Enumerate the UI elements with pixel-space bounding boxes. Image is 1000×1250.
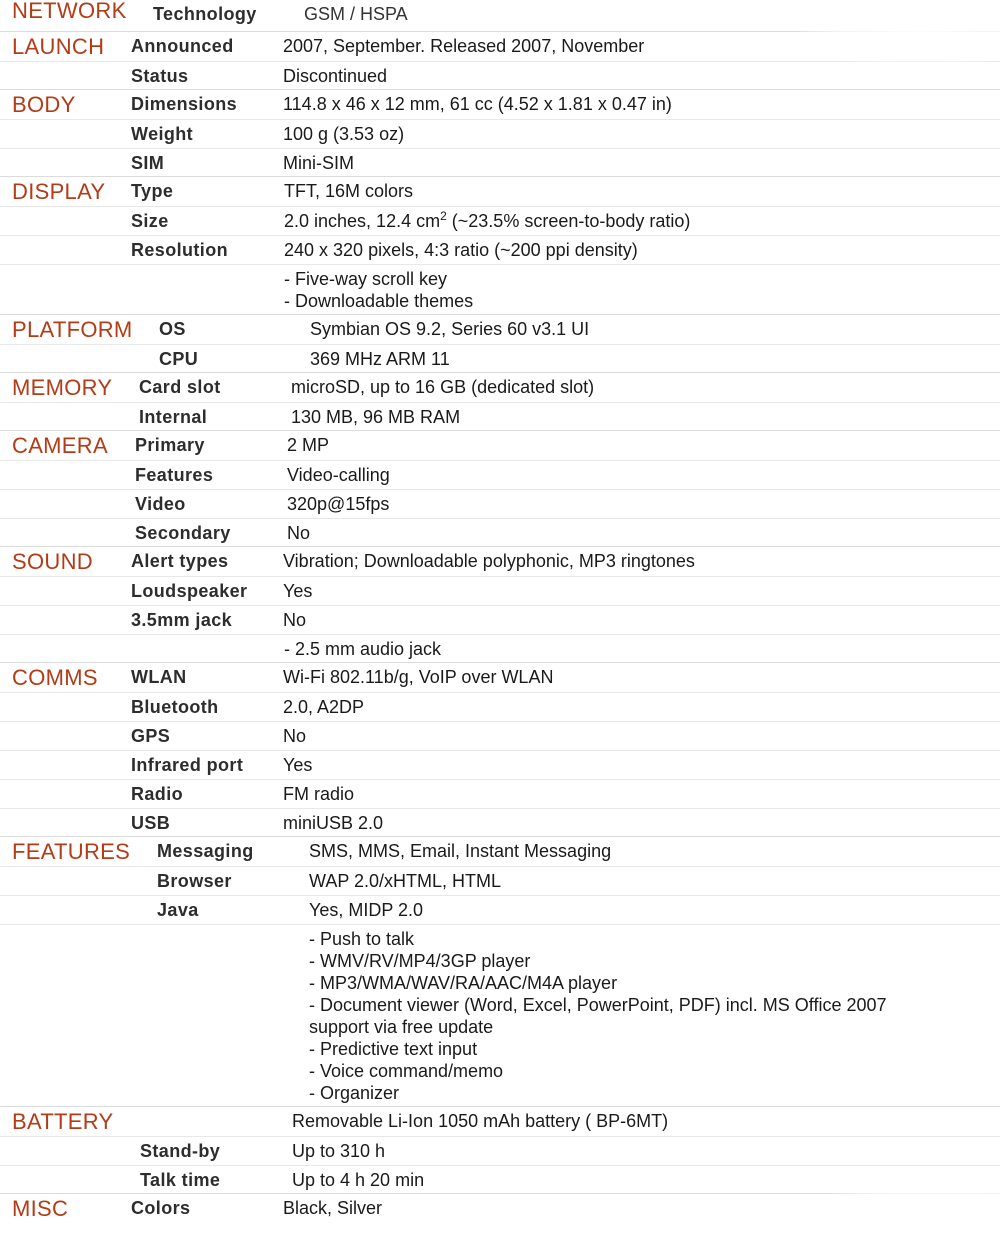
spec-value: Up to 310 h bbox=[292, 1141, 386, 1161]
spec-row bbox=[0, 895, 1000, 924]
spec-label[interactable]: Features bbox=[135, 465, 214, 485]
spec-row bbox=[0, 837, 1000, 866]
category-launch[interactable]: LAUNCH bbox=[12, 34, 105, 59]
spec-label[interactable]: Resolution bbox=[131, 240, 228, 260]
note-item: - MP3/WMA/WAV/RA/AAC/M4A player bbox=[309, 973, 618, 993]
spec-label[interactable]: Infrared port bbox=[131, 755, 244, 775]
superscript: 2 bbox=[440, 209, 447, 223]
spec-value: miniUSB 2.0 bbox=[283, 813, 384, 833]
spec-label[interactable]: Internal bbox=[139, 407, 208, 427]
spec-value: Up to 4 h 20 min bbox=[292, 1170, 425, 1190]
note-item: - Predictive text input bbox=[309, 1039, 478, 1059]
spec-value: Vibration; Downloadable polyphonic, MP3 ringtones bbox=[283, 551, 695, 571]
spec-value: 240 x 320 pixels, 4:3 ratio (~200 ppi density) bbox=[284, 240, 638, 260]
spec-row bbox=[0, 206, 1000, 235]
spec-label[interactable]: Talk time bbox=[140, 1170, 221, 1190]
spec-value: Symbian OS 9.2, Series 60 v3.1 UI bbox=[310, 319, 590, 339]
note-item: - Organizer bbox=[309, 1083, 400, 1103]
section-camera bbox=[0, 430, 1000, 546]
spec-value: Yes bbox=[283, 755, 313, 775]
size-value-main: 2.0 inches, 12.4 cm bbox=[284, 211, 441, 231]
spec-label[interactable]: Colors bbox=[131, 1198, 191, 1218]
spec-value: Video-calling bbox=[287, 465, 390, 485]
note-item: - 2.5 mm audio jack bbox=[284, 639, 442, 659]
spec-row bbox=[0, 576, 1000, 605]
spec-row bbox=[0, 692, 1000, 721]
category-camera[interactable]: CAMERA bbox=[12, 433, 108, 458]
spec-row bbox=[0, 605, 1000, 634]
note-item: - Five-way scroll key bbox=[284, 269, 448, 289]
spec-value: FM radio bbox=[283, 784, 355, 804]
spec-label[interactable]: CPU bbox=[159, 349, 199, 369]
spec-value bbox=[284, 207, 690, 235]
spec-row bbox=[0, 547, 1000, 576]
spec-row bbox=[0, 721, 1000, 750]
notes-list bbox=[309, 928, 887, 1104]
category-misc[interactable]: MISC bbox=[12, 1196, 69, 1221]
category-platform[interactable]: PLATFORM bbox=[12, 317, 133, 342]
spec-row bbox=[0, 177, 1000, 206]
section-comms bbox=[0, 662, 1000, 836]
note-item: - Voice command/memo bbox=[309, 1061, 504, 1081]
spec-value: 114.8 x 46 x 12 mm, 61 cc (4.52 x 1.81 x 0.47 in) bbox=[283, 94, 672, 114]
spec-label[interactable]: Primary bbox=[135, 435, 205, 455]
spec-row-notes bbox=[0, 924, 1000, 1107]
spec-row-notes bbox=[0, 634, 1000, 663]
section-platform bbox=[0, 314, 1000, 372]
spec-row bbox=[0, 808, 1000, 837]
spec-value: 2007, September. Released 2007, November bbox=[283, 36, 645, 56]
spec-value: 369 MHz ARM 11 bbox=[310, 349, 450, 369]
section-sound bbox=[0, 546, 1000, 662]
spec-value: 2.0, A2DP bbox=[283, 697, 365, 717]
spec-value: Discontinued bbox=[283, 66, 388, 86]
spec-value: SMS, MMS, Email, Instant Messaging bbox=[309, 841, 612, 861]
spec-row bbox=[0, 119, 1000, 148]
category-display[interactable]: DISPLAY bbox=[12, 179, 106, 204]
spec-row bbox=[0, 1107, 1000, 1136]
spec-value: microSD, up to 16 GB (dedicated slot) bbox=[291, 377, 595, 397]
section-memory bbox=[0, 372, 1000, 430]
spec-value: Removable Li-Ion 1050 mAh battery ( BP-6MT) bbox=[292, 1111, 669, 1131]
spec-label[interactable]: Bluetooth bbox=[131, 697, 219, 717]
spec-label[interactable]: WLAN bbox=[131, 667, 187, 687]
spec-label[interactable]: GPS bbox=[131, 726, 171, 746]
spec-value: Black, Silver bbox=[283, 1198, 383, 1218]
note-item: - Document viewer (Word, Excel, PowerPoint, PDF) incl. MS Office 2007 bbox=[309, 995, 887, 1015]
spec-row bbox=[0, 750, 1000, 779]
size-value-suffix: (~23.5% screen-to-body ratio) bbox=[446, 211, 691, 231]
spec-row bbox=[0, 344, 1000, 373]
spec-value: Yes bbox=[283, 581, 313, 601]
note-item: - Push to talk bbox=[309, 929, 415, 949]
spec-row bbox=[0, 61, 1000, 90]
spec-value: WAP 2.0/xHTML, HTML bbox=[309, 871, 502, 891]
spec-row bbox=[0, 402, 1000, 431]
spec-label[interactable]: Announced bbox=[131, 36, 234, 56]
spec-label[interactable]: SIM bbox=[131, 153, 165, 173]
spec-value: Yes, MIDP 2.0 bbox=[309, 900, 424, 920]
spec-label[interactable]: Alert types bbox=[131, 551, 229, 571]
category-network[interactable]: NETWORK bbox=[12, 0, 127, 23]
spec-value: 2 MP bbox=[287, 435, 330, 455]
spec-value: TFT, 16M colors bbox=[284, 181, 414, 201]
spec-label[interactable]: Dimensions bbox=[131, 94, 238, 114]
spec-value: No bbox=[283, 726, 307, 746]
spec-label[interactable]: USB bbox=[131, 813, 171, 833]
spec-label[interactable]: Technology bbox=[153, 4, 257, 24]
spec-label[interactable]: Card slot bbox=[139, 377, 221, 397]
spec-value: 100 g (3.53 oz) bbox=[283, 124, 405, 144]
spec-row bbox=[0, 489, 1000, 518]
spec-row bbox=[0, 518, 1000, 547]
spec-value: 320p@15fps bbox=[287, 494, 390, 514]
spec-label[interactable]: Java bbox=[157, 900, 199, 920]
spec-row-notes bbox=[0, 264, 1000, 315]
spec-row bbox=[0, 90, 1000, 119]
spec-row bbox=[0, 373, 1000, 402]
spec-value: No bbox=[287, 523, 311, 543]
spec-row bbox=[0, 460, 1000, 489]
spec-row bbox=[0, 431, 1000, 460]
spec-value: 130 MB, 96 MB RAM bbox=[291, 407, 461, 427]
section-features bbox=[0, 836, 1000, 1106]
category-battery[interactable]: BATTERY bbox=[12, 1109, 114, 1134]
category-features[interactable]: FEATURES bbox=[12, 839, 131, 864]
spec-value: Wi-Fi 802.11b/g, VoIP over WLAN bbox=[283, 667, 554, 687]
category-sound[interactable]: SOUND bbox=[12, 549, 93, 574]
spec-row bbox=[0, 866, 1000, 895]
notes-list bbox=[284, 268, 473, 312]
spec-label[interactable]: Messaging bbox=[157, 841, 254, 861]
spec-label[interactable]: Weight bbox=[131, 124, 194, 144]
spec-label[interactable]: Browser bbox=[157, 871, 232, 891]
note-item: support via free update bbox=[309, 1017, 494, 1037]
spec-label[interactable]: Video bbox=[135, 494, 186, 514]
spec-value: Mini-SIM bbox=[283, 153, 354, 173]
spec-row bbox=[0, 779, 1000, 808]
spec-label[interactable]: Stand-by bbox=[140, 1141, 221, 1161]
spec-label[interactable]: Size bbox=[131, 211, 169, 231]
spec-value: No bbox=[283, 610, 307, 630]
note-item: - Downloadable themes bbox=[284, 291, 474, 311]
spec-label[interactable]: Type bbox=[131, 181, 174, 201]
spec-label[interactable]: Radio bbox=[131, 784, 184, 804]
spec-label[interactable]: 3.5mm jack bbox=[131, 610, 233, 630]
section-body bbox=[0, 89, 1000, 176]
category-comms[interactable]: COMMS bbox=[12, 665, 98, 690]
spec-row bbox=[0, 235, 1000, 264]
spec-label[interactable]: Loudspeaker bbox=[131, 581, 248, 601]
spec-row bbox=[0, 663, 1000, 692]
category-body[interactable]: BODY bbox=[12, 92, 76, 117]
spec-label[interactable]: OS bbox=[159, 319, 186, 339]
spec-label[interactable]: Status bbox=[131, 66, 189, 86]
note-item: - WMV/RV/MP4/3GP player bbox=[309, 951, 531, 971]
section-battery bbox=[0, 1106, 1000, 1193]
section-display bbox=[0, 176, 1000, 314]
spec-label[interactable]: Secondary bbox=[135, 523, 231, 543]
spec-row bbox=[0, 315, 1000, 344]
category-memory[interactable]: MEMORY bbox=[12, 375, 113, 400]
spec-row bbox=[0, 1136, 1000, 1165]
spec-row bbox=[0, 148, 1000, 177]
spec-value: GSM / HSPA bbox=[304, 4, 408, 24]
